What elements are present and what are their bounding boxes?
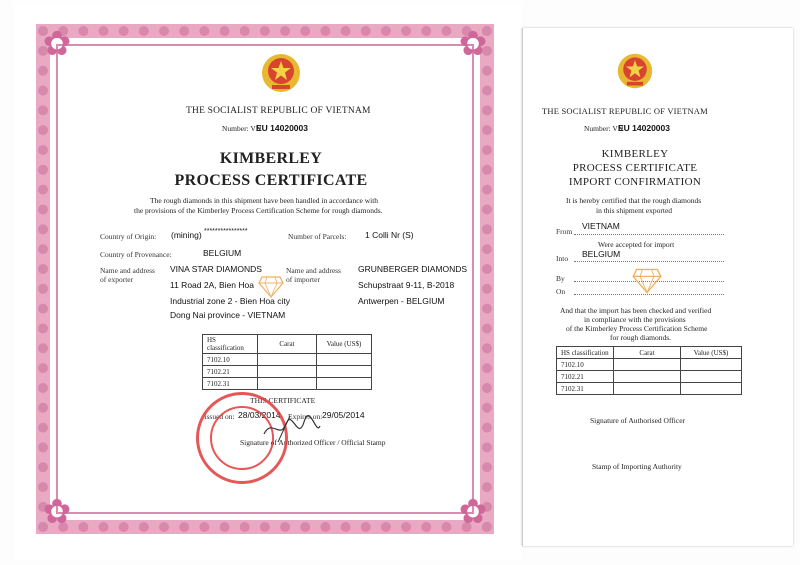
- left-number-value: EU 14020003: [256, 123, 308, 133]
- vietnam-emblem-icon: [616, 52, 654, 90]
- provenance-label: Country of Provenance:: [100, 250, 172, 259]
- table-header: Carat: [614, 347, 681, 359]
- left-hs-table: [202, 334, 372, 390]
- ornament-corner-icon: ✿: [458, 26, 488, 63]
- table-row: [203, 335, 372, 354]
- table-cell: 7102.10: [203, 354, 258, 366]
- on-line: [574, 294, 724, 295]
- accepted-text: Were accepted for import: [598, 240, 675, 249]
- by-label: By: [556, 274, 565, 283]
- right-number-value: EU 14020003: [618, 123, 670, 133]
- issued-value: 28/03/2014: [238, 410, 281, 420]
- left-intro-line2: the provisions of the Kimberley Process Certification Scheme for rough diamonds.: [134, 206, 383, 215]
- diamond-watermark-icon: [258, 276, 284, 298]
- right-title-line1: KIMBERLEY: [601, 148, 669, 160]
- left-number-label: Number: VN: [222, 124, 262, 133]
- right-signature-label: Signature of Authorised Officer: [590, 416, 686, 425]
- right-intro-line2: in this shipment exported: [596, 206, 673, 215]
- right-title-line3: IMPORT CONFIRMATION: [568, 176, 702, 188]
- importer-label-1: Name and address: [286, 266, 341, 275]
- from-line: [574, 234, 724, 235]
- exporter-label-2: of exporter: [100, 275, 134, 284]
- table-header: Carat: [258, 335, 317, 354]
- exporter-line: Dong Nai province - VIETNAM: [170, 310, 286, 320]
- right-stamp-label: Stamp of Importing Authority: [592, 462, 682, 471]
- right-header: THE SOCIALIST REPUBLIC OF VIETNAM: [542, 106, 708, 116]
- importer-line: GRUNBERGER DIAMONDS: [358, 264, 468, 274]
- table-row: [557, 383, 742, 395]
- expires-value: 29/05/2014: [322, 410, 365, 420]
- table-header: HS classification: [203, 335, 258, 354]
- table-cell: 7102.21: [203, 366, 258, 378]
- into-line: [574, 261, 724, 262]
- origin-value: (mining): [171, 230, 202, 240]
- exporter-line: 11 Road 2A, Bien Hoa: [170, 280, 254, 290]
- table-cell: 7102.10: [557, 359, 614, 371]
- right-hs-table: [556, 346, 742, 395]
- left-intro-line1: The rough diamonds in this shipment have been handled in accordance with: [150, 196, 379, 205]
- table-cell: 7102.21: [557, 371, 614, 383]
- table-row: [203, 366, 372, 378]
- right-title-line2: PROCESS CERTIFICATE: [572, 162, 698, 174]
- table-header: Value (US$): [317, 335, 372, 354]
- table-row: [557, 371, 742, 383]
- into-label: Into: [556, 254, 569, 263]
- importer-line: Schupstraat 9-11, B-2018: [358, 280, 455, 290]
- table-row: [557, 347, 742, 359]
- right-number-label: Number: VN: [584, 124, 624, 133]
- table-header: Value (US$): [681, 347, 742, 359]
- into-value: BELGIUM: [582, 249, 621, 259]
- provenance-value: BELGIUM: [203, 248, 242, 258]
- table-cell: 7102.31: [203, 378, 258, 390]
- vietnam-emblem-icon: [260, 52, 302, 94]
- table-header: HS classification: [557, 347, 614, 359]
- from-value: VIETNAM: [582, 221, 620, 231]
- compliance-line: for rough diamonds.: [610, 333, 672, 342]
- left-header: THE SOCIALIST REPUBLIC OF VIETNAM: [186, 106, 371, 116]
- compliance-line: And that the import has been checked and verified: [560, 306, 712, 315]
- origin-stars: ****************: [204, 228, 248, 235]
- ornament-corner-icon: ✿: [42, 26, 72, 63]
- parcels-value: 1 Colli Nr (S): [365, 230, 414, 240]
- compliance-line: in compliance with the provisions: [584, 315, 686, 324]
- diamond-watermark-icon: [632, 268, 662, 294]
- compliance-line: of the Kimberley Process Certification Scheme: [566, 324, 708, 333]
- table-cell: 7102.31: [557, 383, 614, 395]
- issued-label: Issued on:: [204, 412, 235, 421]
- parcels-label: Number of Parcels:: [288, 232, 347, 241]
- table-row: [557, 359, 742, 371]
- exporter-line: Industrial zone 2 - Bien Hoa city: [170, 296, 291, 306]
- from-label: From: [556, 227, 573, 236]
- table-row: [203, 378, 372, 390]
- exporter-label-1: Name and address: [100, 266, 155, 275]
- table-row: [203, 354, 372, 366]
- importer-label-2: of importer: [286, 275, 320, 284]
- right-intro-line1: It is hereby certified that the rough diamonds: [566, 196, 702, 205]
- ornament-corner-icon: ✿: [42, 494, 72, 531]
- on-label: On: [556, 287, 566, 296]
- signature-scribble-icon: [262, 412, 322, 446]
- ornament-corner-icon: ✿: [458, 494, 488, 531]
- expires-label: Expires on:: [288, 412, 323, 421]
- origin-label: Country of Origin:: [100, 232, 157, 241]
- signature-label: Signature of Authorized Officer / Official Stamp: [240, 438, 386, 447]
- exporter-line: VINA STAR DIAMONDS: [170, 264, 262, 274]
- cert-caption: THIS CERTIFICATE: [250, 396, 316, 405]
- left-title-line1: KIMBERLEY: [219, 150, 323, 167]
- importer-line: Antwerpen - BELGIUM: [358, 296, 445, 306]
- left-title-line2: PROCESS CERTIFICATE: [174, 172, 368, 189]
